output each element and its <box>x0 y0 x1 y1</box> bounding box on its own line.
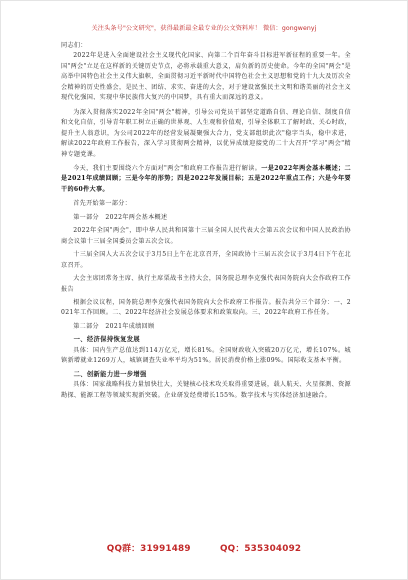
paragraph-sessions-dates: 十三届全国人大五次会议于3月5日上午在北京召开，全国政协十三届五次会议于3月4日下午在北京召开。 <box>61 251 351 269</box>
promo-banner <box>1 23 407 32</box>
outline-lead: 今天，我们主要围绕六个方面对"两会"和政府工作报告进行解读。 <box>73 164 262 172</box>
qq-group: QQ群：31991489 <box>106 544 191 554</box>
wechat-contact: 微信：gongwenyj <box>262 25 317 32</box>
paragraph-innovation: 具体：国家战略科技力量加快壮大，关键核心技术攻关取得重要进展，载人航天、火星探测、资源勘探、能源工程等领域实现新突破。企业研发经费增长155%。数字技术与实体经济加速融合。 <box>61 381 351 399</box>
paragraph-economy: 具体：国内生产总值达到114万亿元，增长81%。全国财政收入突破20万亿元，增长107%。城镇新增就业1269万人，城镇调查失业率平均为51%。居民消费价格上涨09%。国际收支基本平衡。 <box>61 346 351 365</box>
paragraph-outline <box>61 164 351 195</box>
outline-points: 一是2022年两会基本概述；二是2021年成绩回顾；三是今年的形势；四是2022年发展目标；五是2022年重点工作；六是今年要干的60件大事。 <box>61 164 351 193</box>
document-body <box>61 41 351 401</box>
footer-contacts <box>1 541 407 554</box>
section-title-part1: 第一部分 2022年两会基本概述 <box>73 213 168 221</box>
qq-number: QQ：535304092 <box>219 544 302 554</box>
paragraph-chairing: 大会主席团常务主席、执行主席栗战书主持大会，国务院总理李克强代表国务院向大会作政府工作报告 <box>61 275 351 293</box>
banner-text: 关注头条号"公文研究"，获得最新最全最专业的公文资料库！ <box>91 25 261 32</box>
section-title-part2: 第二部分 2021年成绩回顾 <box>73 322 155 330</box>
paragraph-purpose: 为深入贯彻落实2022年全国"两会"精神，引导公司党员干部坚定道路自信、理论自信、制度自信和文化自信，引导青年职工树立正确的世界观、人生观和价值观，引导全体职工了解时政、关心时政，提升主人翁意识，为公司2022年的经营发展凝聚强大合力，党支部组织此次"稳字当头，稳中求进，解读2022年政府工作报告，深入学习贯彻两会精神，以优异成绩迎接党的二十大召开"学习"两会"精神专题党课。 <box>61 108 351 158</box>
paragraph-sessions-definition: 2022年全国"两会"，即中华人民共和国第十三届全国人民代表大会第五次会议和中国人民政治协商会议第十三届全国委员会第五次会议。 <box>61 227 351 245</box>
heading-economy: 一、经济保持恢复发展 <box>73 336 141 344</box>
heading-innovation: 二、创新能力进一步增强 <box>73 370 147 378</box>
salutation: 同志们： <box>61 42 87 49</box>
paragraph-report-structure: 根据会议议程，国务院总理李克强代表国务院向大会作政府工作报告。报告共分三个部分：一、2021年工作回顾。二、2022年经济社会发展总体要求和政策取向。三、2022年政府工作任务。 <box>61 298 351 317</box>
paragraph-transition: 首先开始第一部分： <box>73 200 132 208</box>
paragraph-intro: 2022年是进入全面建设社会主义现代化国家、向第二个百年奋斗目标进军新征程的重要一年。全国"两会"立足在这样新的关键历史节点，必将承载重大意义，肩负新的历史使命。今年的全国"两会"是高举中国特色社会主义伟大旗帜，全面贯彻习近平新时代中国特色社会主义思想和党的十九大及历次全会精神的历史性盛会，是民主、团结、求实、奋进的大会，对于建设富强民主文明和谐美丽的社会主义现代化强国、实现中华民族伟大复兴的中国梦，具有重大而深远的意义。 <box>61 52 351 102</box>
